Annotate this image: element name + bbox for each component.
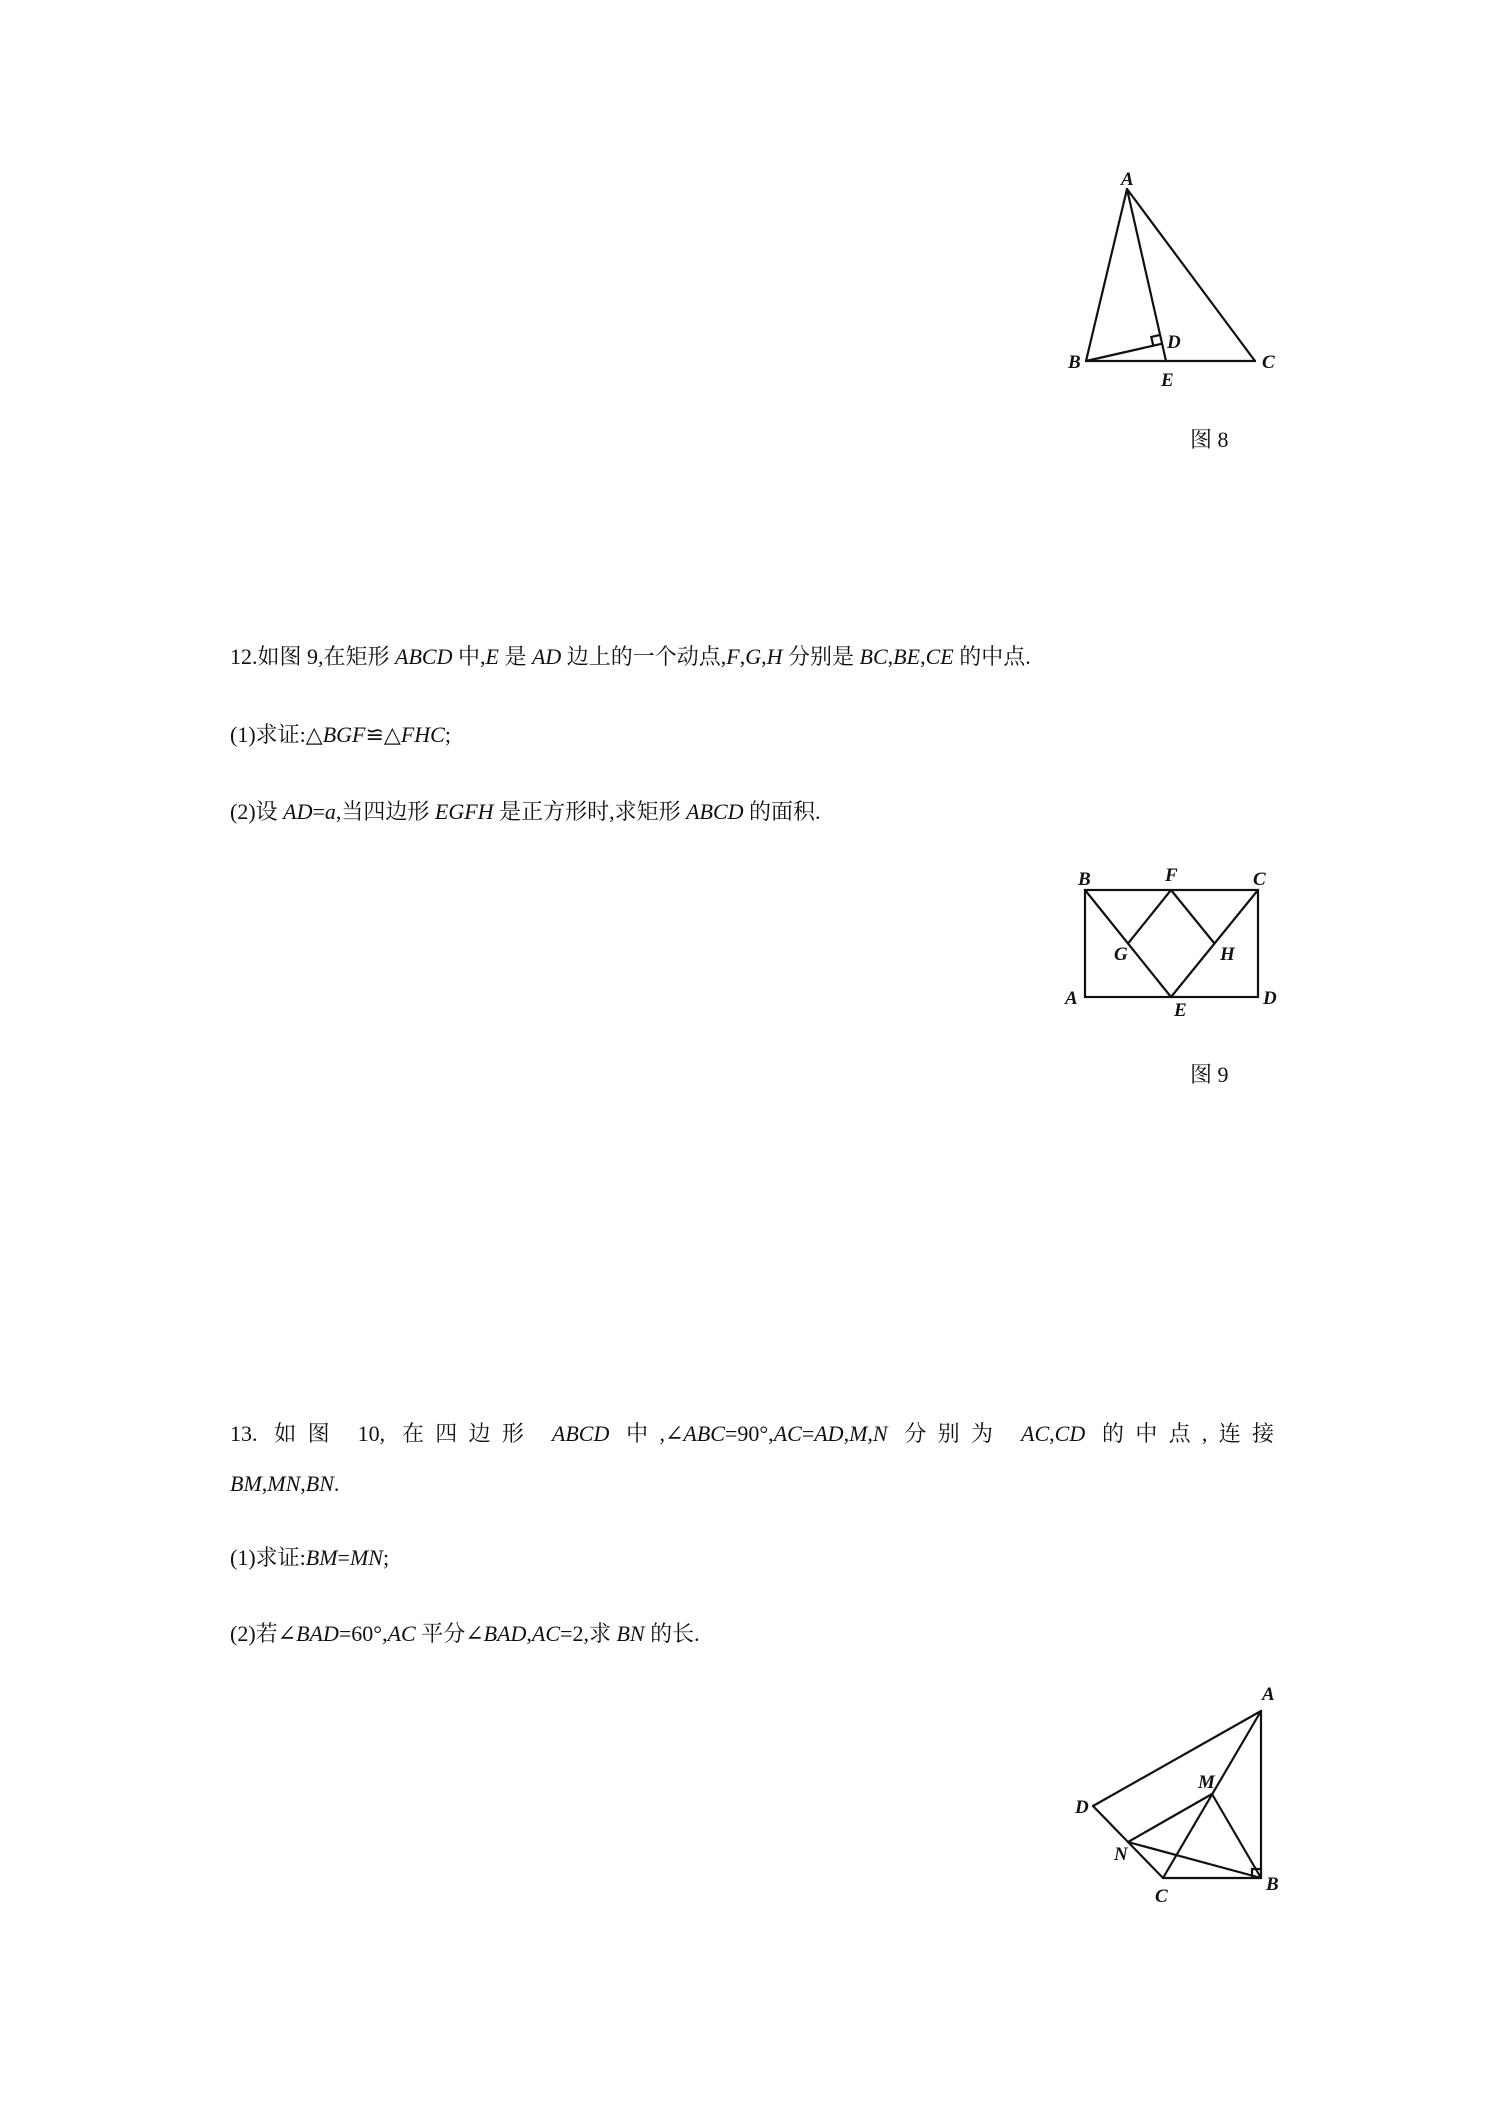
problem-13-stem-line-2: BM,MN,BN. xyxy=(230,1471,340,1496)
figure-9-rectangle-diagram xyxy=(1060,860,1285,1020)
problem-13-part-2: (2)若∠BAD=60°,AC 平分∠BAD,AC=2,求 BN 的长. xyxy=(230,1621,700,1646)
label-a: A xyxy=(1262,1684,1275,1705)
label-a: A xyxy=(1065,988,1078,1009)
label-c: C xyxy=(1262,352,1275,373)
segment-nb xyxy=(1128,1842,1261,1878)
label-e: E xyxy=(1174,1000,1187,1021)
problem-12-part-2: (2)设 AD=a,当四边形 EGFH 是正方形时,求矩形 ABCD 的面积. xyxy=(230,799,821,824)
problem-13-stem-line-1: 13. 如图 10, 在四边形 ABCD 中,∠ABC=90°,AC=AD,M,N 分别为 AC,CD 的中点,连接 xyxy=(230,1421,1274,1446)
segment-bm xyxy=(1212,1794,1261,1878)
label-e: E xyxy=(1161,370,1174,391)
problem-12-part-1: (1)求证:△BGF≌△FHC; xyxy=(230,722,451,747)
segment-fg xyxy=(1128,890,1171,944)
label-c: C xyxy=(1155,1886,1168,1907)
label-d: D xyxy=(1167,332,1181,353)
label-b: B xyxy=(1266,1874,1279,1895)
segment-bd xyxy=(1086,344,1162,361)
label-f: F xyxy=(1165,865,1178,886)
label-h: H xyxy=(1220,944,1235,965)
label-m: M xyxy=(1198,1772,1215,1793)
label-d: D xyxy=(1263,988,1277,1009)
label-b: B xyxy=(1068,352,1081,373)
figure-9-caption: 图 9 xyxy=(1190,1062,1229,1087)
label-a: A xyxy=(1121,169,1134,190)
problem-12-stem: 12.如图 9,在矩形 ABCD 中,E 是 AD 边上的一个动点,F,G,H 分别是 BC,BE,CE 的中点. xyxy=(230,644,1031,669)
label-n: N xyxy=(1114,1844,1128,1865)
label-b: B xyxy=(1078,869,1091,890)
problem-13-part-1: (1)求证:BM=MN; xyxy=(230,1545,390,1570)
label-d: D xyxy=(1075,1797,1089,1818)
label-g: G xyxy=(1114,944,1128,965)
segment-ab xyxy=(1086,189,1127,361)
label-c: C xyxy=(1253,869,1266,890)
figure-8-caption: 图 8 xyxy=(1190,427,1229,452)
segment-fh xyxy=(1171,890,1215,944)
segment-ad xyxy=(1093,1711,1261,1806)
figure-8-triangle-diagram xyxy=(1060,170,1290,395)
figure-10-quadrilateral-diagram xyxy=(1070,1680,1295,1910)
